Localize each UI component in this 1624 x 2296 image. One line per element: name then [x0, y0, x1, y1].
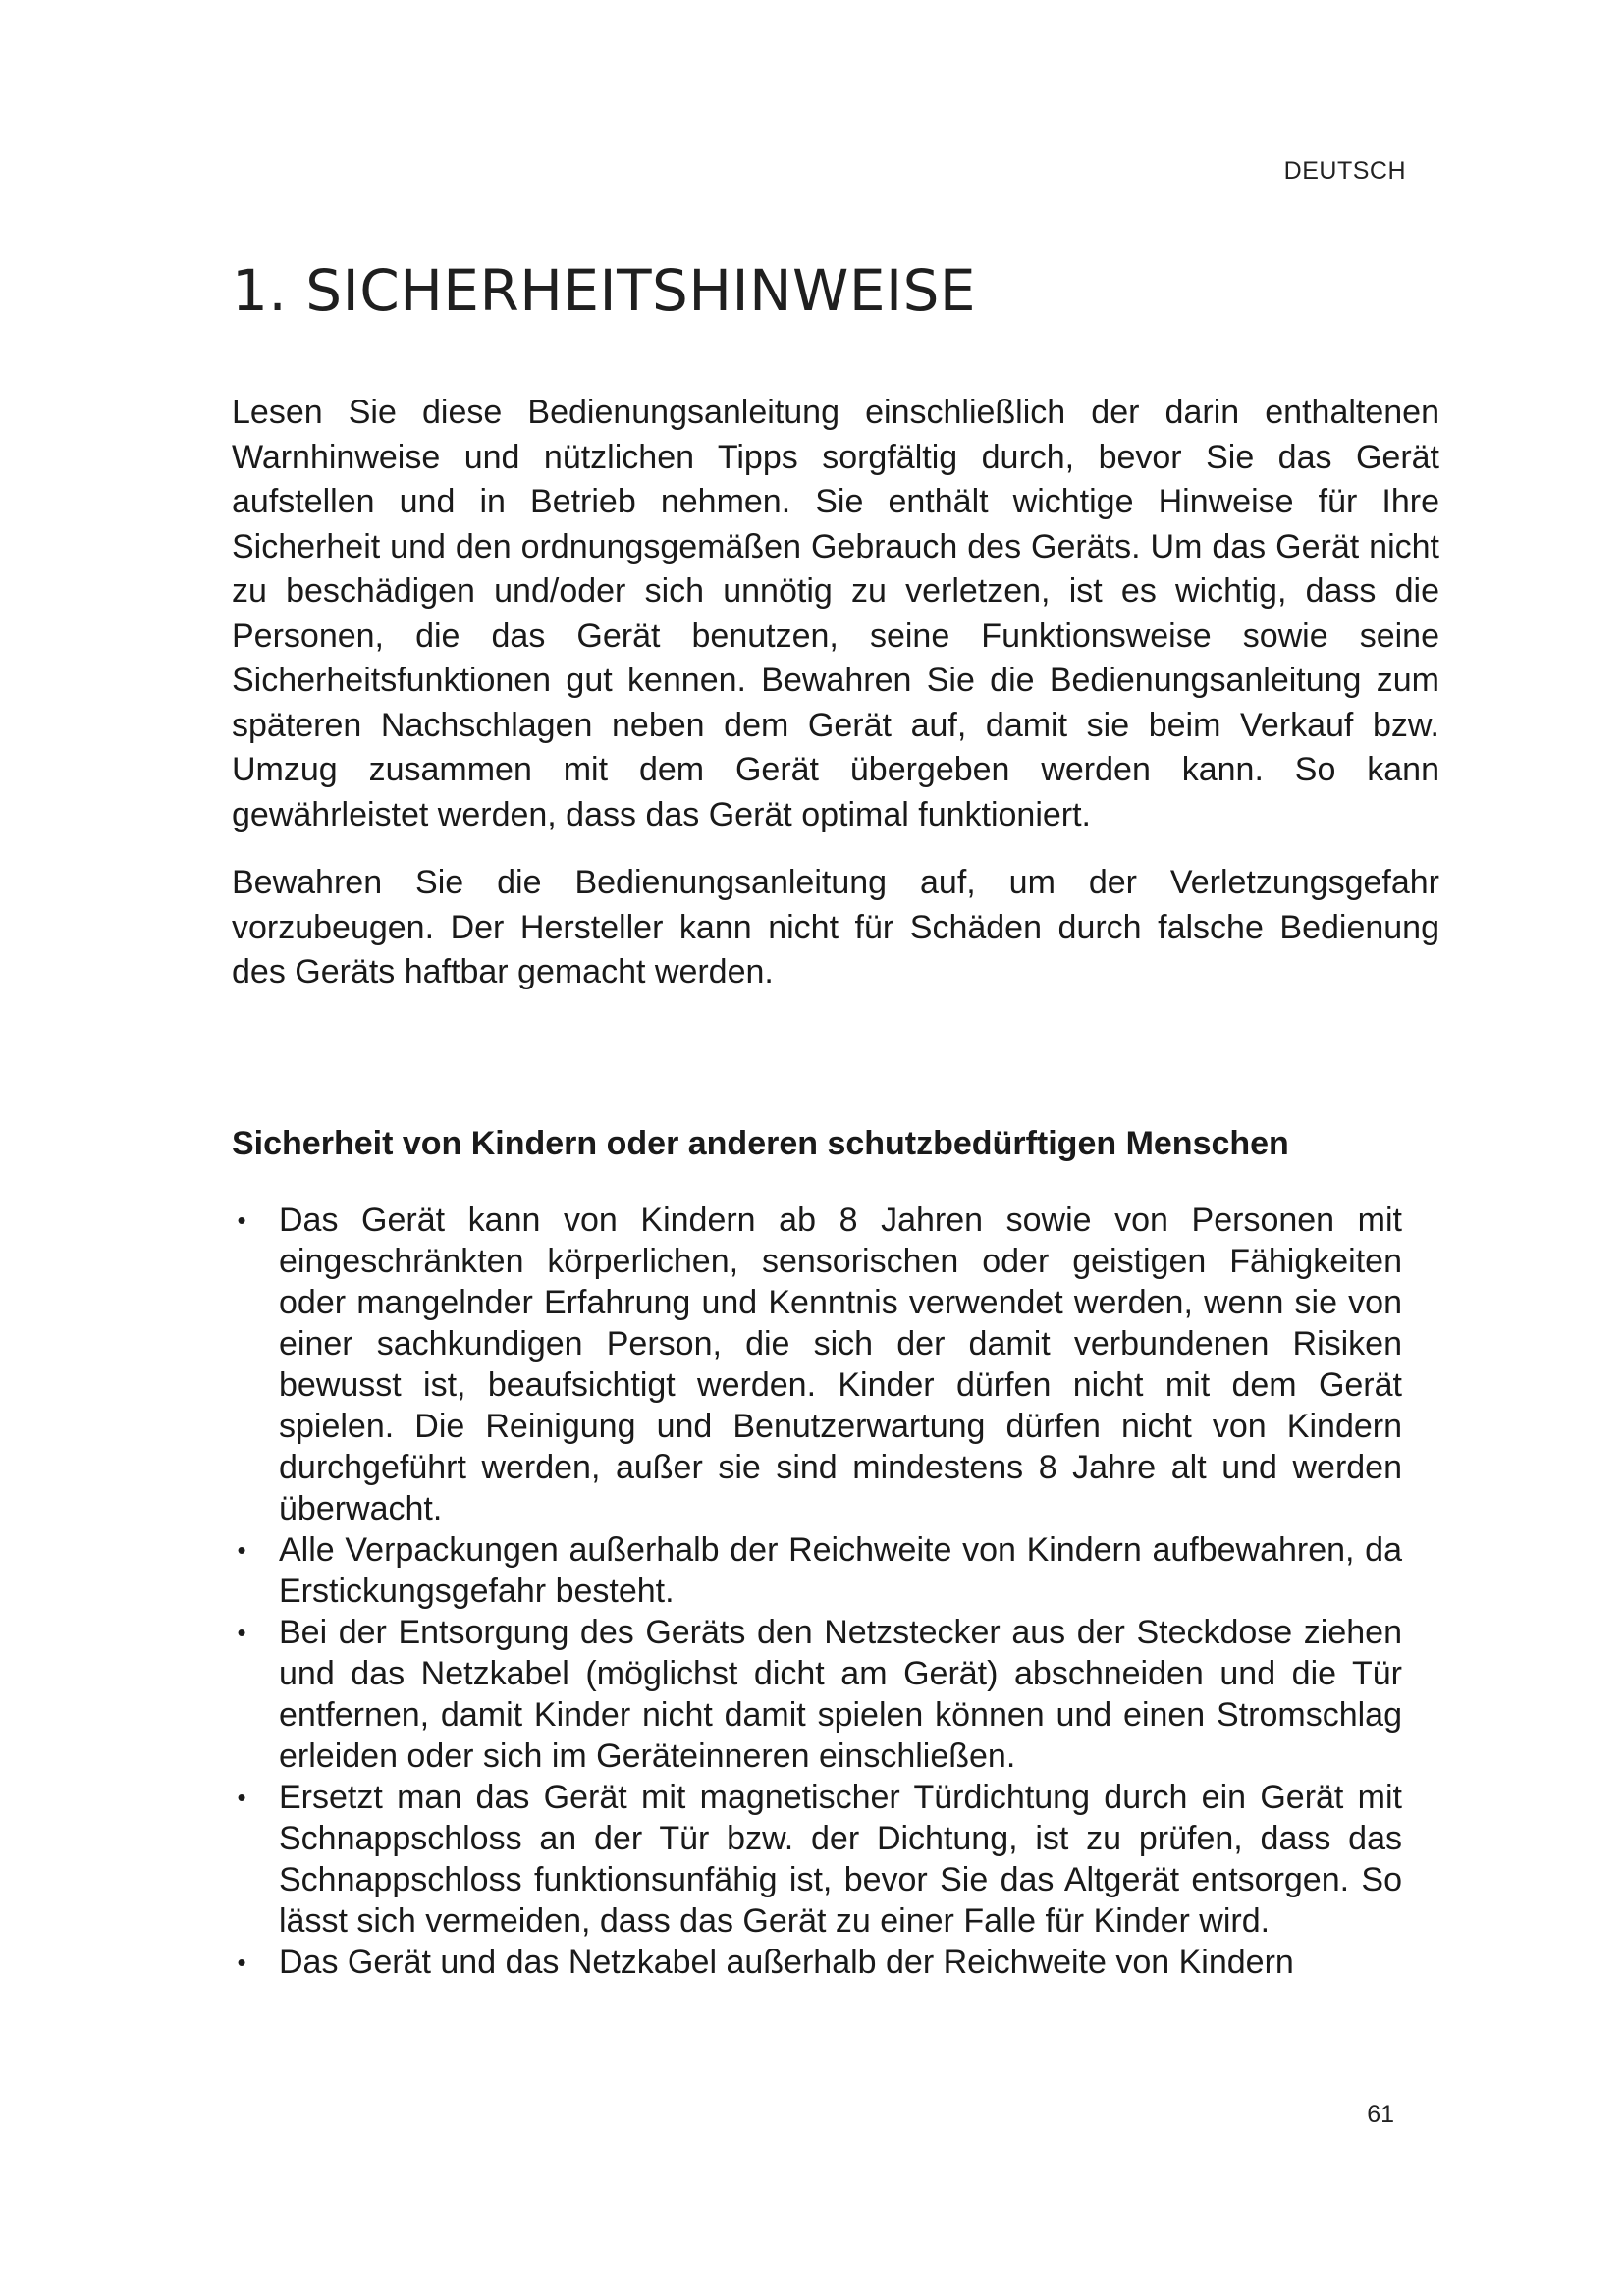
- list-item: [232, 1612, 1402, 1777]
- list-item-text: Ersetzt man das Gerät mit magnetischer Türdichtung durch ein Gerät mit Schnappschloss an der Tür bzw. der Dichtung, ist zu prüfen, dass das Schnappschloss funktionsunfähig ist, bevor Sie das Altgerät entsorgen. So lässt sich vermeiden, dass das Gerät zu einer Falle für Kinder wird.: [279, 1779, 1402, 1940]
- list-item: [232, 1529, 1402, 1612]
- intro-paragraph: Bewahren Sie die Bedienungsanleitung auf, um der Verletzungsgefahr vorzubeugen. Der Hersteller kann nicht für Schäden durch falsche Bedienung des Geräts haftbar gemacht werden.: [232, 864, 1439, 990]
- list-item: [232, 1777, 1402, 1942]
- page-title: 1. SICHERHEITSHINWEISE: [232, 257, 977, 324]
- page-number: 61: [1367, 2101, 1394, 2128]
- intro-section: [232, 391, 1439, 995]
- bullet-icon: •: [237, 1618, 246, 1647]
- list-item: [232, 1942, 1402, 1983]
- list-item-text: Das Gerät kann von Kindern ab 8 Jahren sowie von Personen mit eingeschränkten körperlichen, sensorischen oder geistigen Fähigkeiten oder mangelnder Erfahrung und Kenntnis verwendet werden, wenn sie von einer sachkundigen Person, die sich der damit verbundenen Risiken bewusst ist, beaufsichtigt werden. Kinder dürfen nicht mit dem Gerät spielen. Die Reinigung und Benutzerwartung dürfen nicht von Kindern durchgeführt werden, außer sie sind mindestens 8 Jahre alt und werden überwacht.: [279, 1201, 1402, 1527]
- bullet-icon: •: [237, 1948, 246, 1977]
- language-label: DEUTSCH: [1283, 157, 1406, 185]
- list-item-text: Das Gerät und das Netzkabel außerhalb der Reichweite von Kindern: [279, 1944, 1294, 1981]
- safety-bullet-list: [232, 1200, 1402, 1983]
- list-item-text: Alle Verpackungen außerhalb der Reichweite von Kindern aufbewahren, da Erstickungsgefahr besteht.: [279, 1531, 1402, 1610]
- list-item-text: Bei der Entsorgung des Geräts den Netzstecker aus der Steckdose ziehen und das Netzkabel (möglichst dicht am Gerät) abschneiden und die Tür entfernen, damit Kinder nicht damit spielen können und einen Stromschlag erleiden oder sich im Geräteinneren einschließen.: [279, 1614, 1402, 1775]
- bullet-icon: •: [237, 1205, 246, 1235]
- intro-paragraph: Lesen Sie diese Bedienungsanleitung einschließlich der darin enthaltenen Warnhinweise und nützlichen Tipps sorgfältig durch, bevor Sie das Gerät aufstellen und in Betrieb nehmen. Sie enthält wichtige Hinweise für Ihre Sicherheit und den ordnungsgemäßen Gebrauch des Geräts. Um das Gerät nicht zu beschädigen und/oder sich unnötig zu verletzen, ist es wichtig, dass die Personen, die das Gerät benutzen, seine Funktionsweise sowie seine Sicherheitsfunktionen gut kennen. Bewahren Sie die Bedienungsanleitung zum späteren Nachschlagen neben dem Gerät auf, damit sie beim Verkauf bzw. Umzug zusammen mit dem Gerät übergeben werden kann. So kann gewährleistet werden, dass das Gerät optimal funktioniert.: [232, 394, 1439, 833]
- section-heading: Sicherheit von Kindern oder anderen schutzbedürftigen Menschen: [232, 1125, 1289, 1162]
- bullet-icon: •: [237, 1535, 246, 1565]
- list-item: [232, 1200, 1402, 1529]
- bullet-icon: •: [237, 1783, 246, 1812]
